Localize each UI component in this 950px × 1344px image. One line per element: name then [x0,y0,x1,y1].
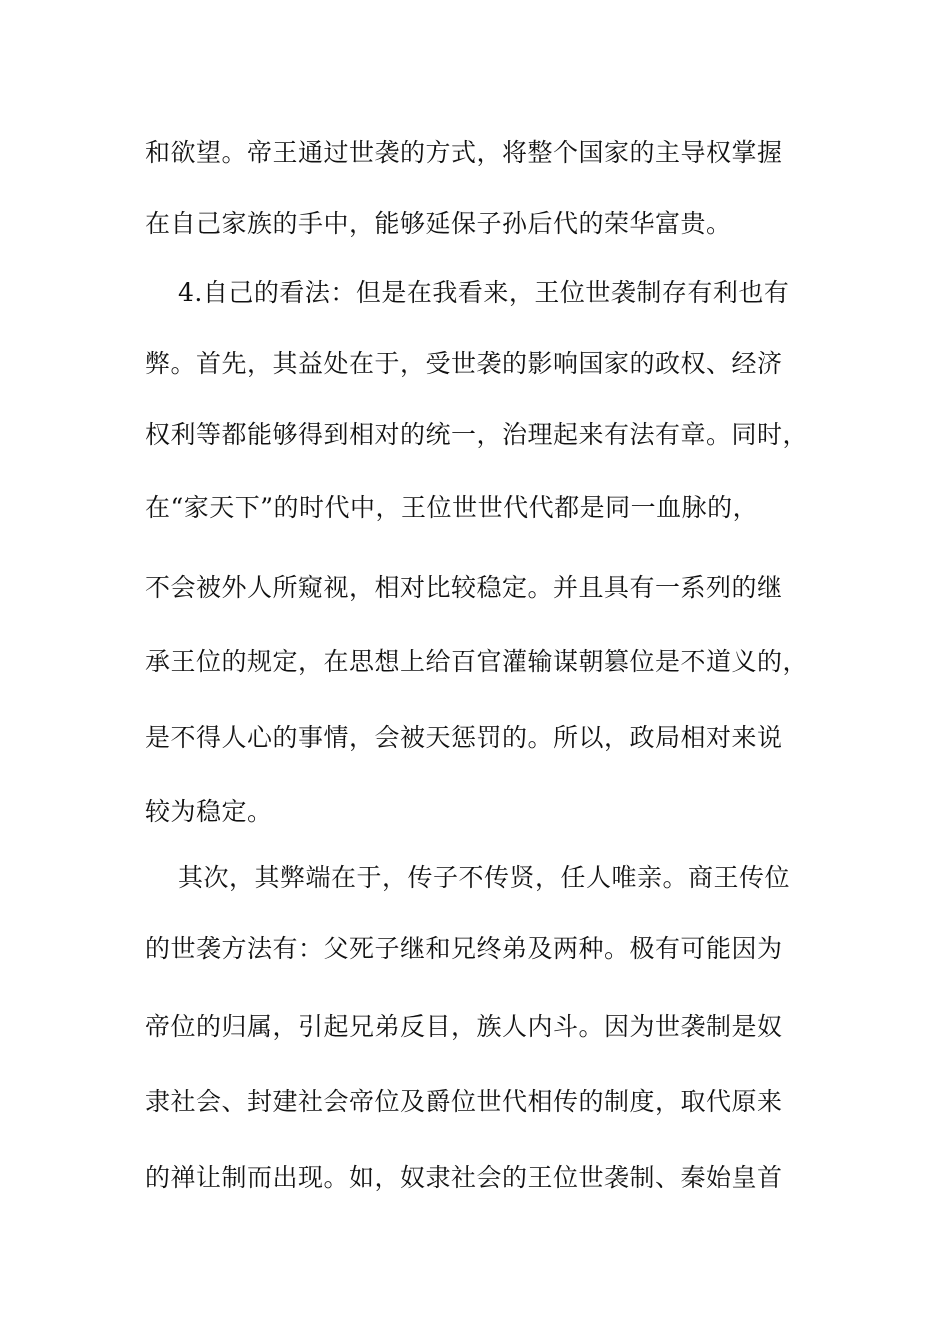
text-line: 不会被外人所窥视，相对比较稳定。并且具有一系列的继 [145,573,783,602]
text-line: 在自己家族的手中，能够延保子孙后代的荣华富贵。 [145,209,732,238]
text-line: 帝位的归属，引起兄弟反目，族人内斗。因为世袭制是奴 [145,1012,783,1041]
text-line: 权利等都能够得到相对的统一，治理起来有法有章。同时， [145,420,809,449]
text-line: 较为稳定。 [145,797,273,826]
text-line: 的世袭方法有：父死子继和兄终弟及两种。极有可能因为 [145,934,783,963]
text-line: 是不得人心的事情，会被天惩罚的。所以，政局相对来说 [145,723,783,752]
text-line: 隶社会、封建社会帝位及爵位世代相传的制度，取代原来 [145,1087,783,1116]
text-line: 和欲望。帝王通过世袭的方式，将整个国家的主导权掌握 [145,138,783,167]
text-line: 其次，其弊端在于，传子不传贤，任人唯亲。商王传位 [178,863,791,892]
text-line: 承王位的规定，在思想上给百官灌输谋朝篡位是不道义的， [145,647,809,676]
text-line: 的禅让制而出现。如，奴隶社会的王位世袭制、秦始皇首 [145,1163,783,1192]
text-line: 在“家天下”的时代中，王位世世代代都是同一血脉的， [145,493,759,522]
text-line: 4.自己的看法：但是在我看来，王位世袭制存有利也有 [178,278,790,307]
text-line: 弊。首先，其益处在于，受世袭的影响国家的政权、经济 [145,349,783,378]
